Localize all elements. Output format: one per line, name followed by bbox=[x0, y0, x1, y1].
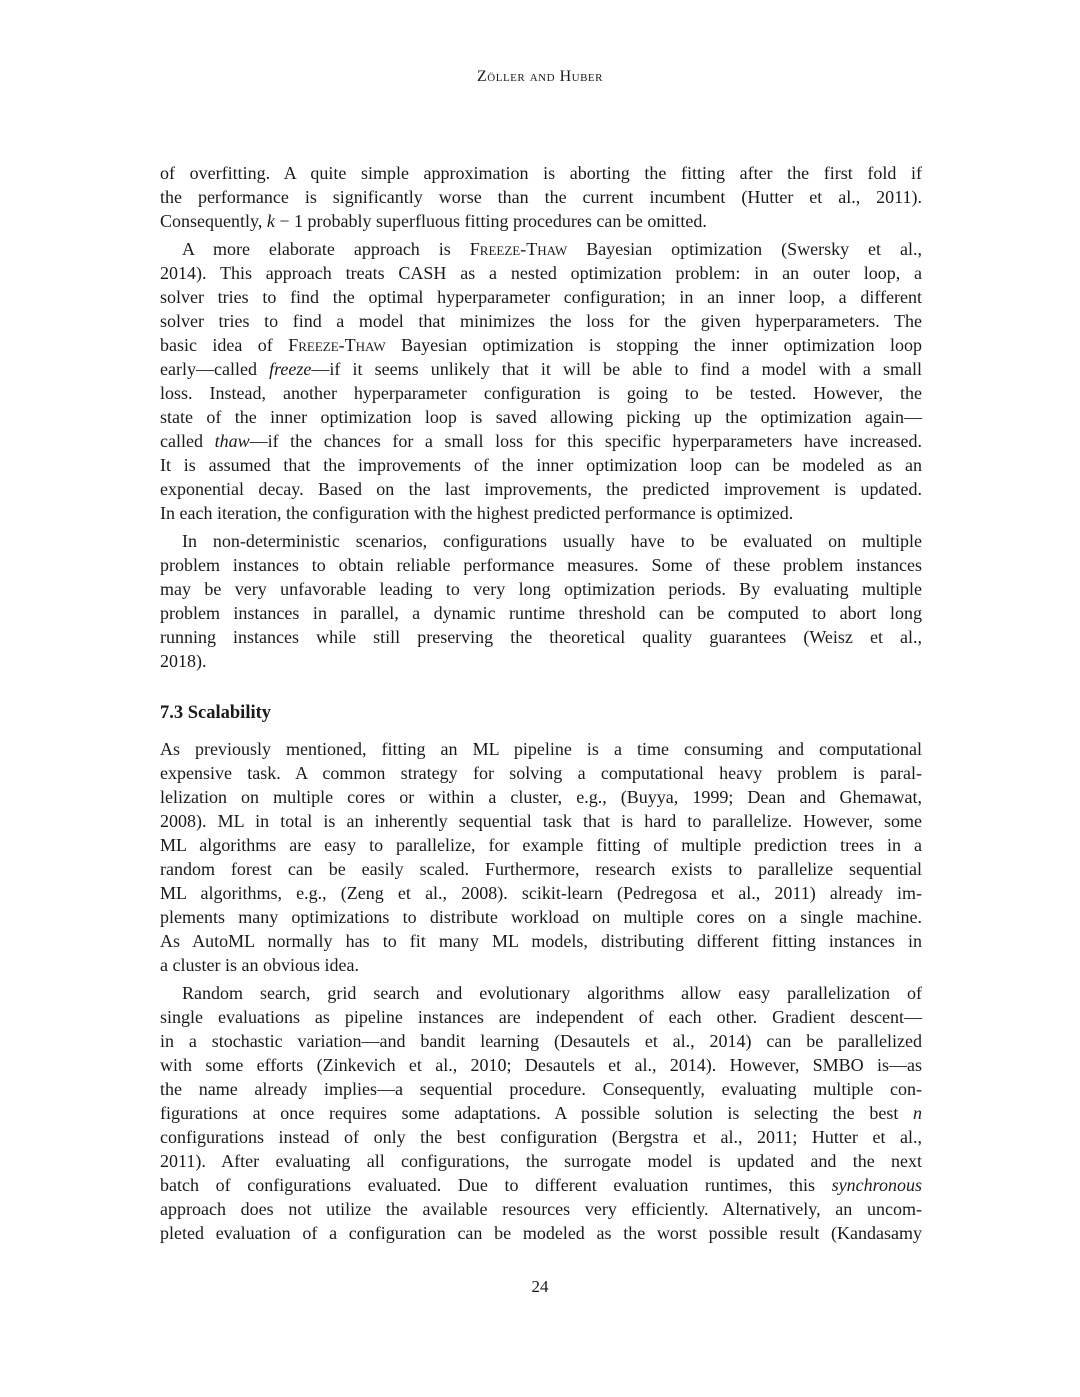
paragraph bbox=[160, 529, 922, 673]
text-line: 2011). After evaluating all configurations, the surrogate model is updated and the next bbox=[160, 1151, 922, 1171]
text-line: state of the inner optimization loop is saved allowing picking up the optimization again— bbox=[160, 407, 922, 427]
text-line: the name already implies—a sequential procedure. Consequently, evaluating multiple con- bbox=[160, 1079, 922, 1099]
text-line: expensive task. A common strategy for solving a computational heavy problem is paral- bbox=[160, 763, 922, 783]
text-segment: Consequently, bbox=[160, 211, 267, 231]
page-number: 24 bbox=[531, 1277, 549, 1296]
text-line: In non-deterministic scenarios, configurations usually have to be evaluated on multiple bbox=[182, 531, 922, 551]
text-line: plements many optimizations to distribute workload on multiple cores on a single machine. bbox=[160, 907, 922, 927]
text-line: Random search, grid search and evolutionary algorithms allow easy parallelization of bbox=[182, 983, 922, 1003]
italic-text: n bbox=[913, 1103, 922, 1123]
italic-text: k bbox=[266, 211, 275, 231]
italic-text: freeze bbox=[269, 359, 312, 379]
italic-text: thaw bbox=[214, 431, 250, 451]
text-line: configurations instead of only the best configuration (Bergstra et al., 2011; Hutter et al., bbox=[160, 1127, 922, 1147]
italic-text: synchronous bbox=[831, 1175, 922, 1195]
text-line bbox=[160, 209, 922, 233]
text-line: lelization on multiple cores or within a cluster, e.g., (Buyya, 1999; Dean and Ghemawat, bbox=[160, 787, 922, 807]
text-line: in a stochastic variation—and bandit learning (Desautels et al., 2014) can be parallelized bbox=[160, 1031, 922, 1051]
section-heading: 7.3 Scalability bbox=[160, 703, 272, 723]
small-caps-text: Freeze-Thaw bbox=[288, 335, 386, 355]
text-line: running instances while still preserving the theoretical quality guarantees (Weisz et al., bbox=[160, 627, 922, 647]
text-line: approach does not utilize the available resources very efficiently. Alternatively, an uncom- bbox=[160, 1199, 922, 1219]
text-segment: Bayesian optimization is stopping the inner optimization loop bbox=[385, 335, 922, 355]
text-line: 2014). This approach treats CASH as a nested optimization problem: in an outer loop, a bbox=[160, 263, 922, 283]
text-line: ML algorithms are easy to parallelize, for example fitting of multiple prediction trees in a bbox=[160, 835, 922, 855]
paragraph bbox=[160, 981, 922, 1245]
text-segment: called bbox=[160, 431, 215, 451]
text-segment: A more elaborate approach is bbox=[182, 239, 470, 259]
text-line bbox=[160, 237, 922, 261]
text-line: In each iteration, the configuration with the highest predicted performance is optimized. bbox=[160, 503, 794, 523]
text-line: pleted evaluation of a configuration can be modeled as the worst possible result (Kandasamy bbox=[160, 1223, 922, 1243]
text-line bbox=[160, 429, 922, 453]
text-line: ML algorithms, e.g., (Zeng et al., 2008). scikit-learn (Pedregosa et al., 2011) already im- bbox=[160, 883, 922, 903]
text-segment: basic idea of bbox=[160, 335, 289, 355]
text-line: problem instances to obtain reliable performance measures. Some of these problem instances bbox=[160, 555, 922, 575]
text-line: It is assumed that the improvements of the inner optimization loop can be modeled as an bbox=[160, 455, 922, 475]
text-line bbox=[160, 333, 922, 357]
text-line: exponential decay. Based on the last improvements, the predicted improvement is updated. bbox=[160, 479, 922, 499]
text-line: of overfitting. A quite simple approximation is aborting the fitting after the first fold if bbox=[160, 163, 922, 183]
text-segment: − 1 probably superfluous fitting procedures can be omitted. bbox=[274, 211, 707, 231]
paragraph bbox=[160, 237, 922, 525]
text-line: solver tries to find the optimal hyperparameter configuration; in an inner loop, a different bbox=[160, 287, 922, 307]
paragraph bbox=[160, 737, 922, 977]
text-segment: —if it seems unlikely that it will be able to find a model with a small bbox=[311, 359, 922, 379]
text-segment: batch of configurations evaluated. Due to different evaluation runtimes, this bbox=[160, 1175, 832, 1195]
text-line: loss. Instead, another hyperparameter configuration is going to be tested. However, the bbox=[160, 383, 922, 403]
text-line bbox=[160, 357, 922, 381]
small-caps-text: Freeze-Thaw bbox=[469, 239, 568, 259]
text-line bbox=[160, 1173, 922, 1197]
text-segment: early—called bbox=[160, 359, 270, 379]
text-line: single evaluations as pipeline instances are independent of each other. Gradient descent— bbox=[160, 1007, 922, 1027]
text-line: a cluster is an obvious idea. bbox=[160, 955, 359, 975]
text-segment: —if the chances for a small loss for this specific hyperparameters have increased. bbox=[249, 431, 922, 451]
text-line: with some efforts (Zinkevich et al., 2010; Desautels et al., 2014). However, SMBO is—as bbox=[160, 1055, 922, 1075]
text-segment: figurations at once requires some adaptations. A possible solution is selecting the best bbox=[160, 1103, 913, 1123]
text-line: 2008). ML in total is an inherently sequential task that is hard to parallelize. However, some bbox=[160, 811, 922, 831]
page-body bbox=[160, 161, 922, 1249]
text-line: 2018). bbox=[160, 651, 207, 671]
text-line: problem instances in parallel, a dynamic runtime threshold can be computed to abort long bbox=[160, 603, 922, 623]
text-segment: Bayesian optimization (Swersky et al., bbox=[567, 239, 922, 259]
text-line: solver tries to find a model that minimizes the loss for the given hyperparameters. The bbox=[160, 311, 922, 331]
text-line: As previously mentioned, fitting an ML pipeline is a time consuming and computational bbox=[160, 739, 922, 759]
text-line: As AutoML normally has to fit many ML models, distributing different fitting instances in bbox=[160, 931, 922, 951]
text-line: may be very unfavorable leading to very long optimization periods. By evaluating multiple bbox=[160, 579, 922, 599]
text-line bbox=[160, 1101, 922, 1125]
paragraph bbox=[160, 161, 922, 233]
running-header: Zöller and Huber bbox=[477, 68, 603, 85]
text-line: the performance is significantly worse than the current incumbent (Hutter et al., 2011). bbox=[160, 187, 922, 207]
text-line: random forest can be easily scaled. Furthermore, research exists to parallelize sequential bbox=[160, 859, 922, 879]
